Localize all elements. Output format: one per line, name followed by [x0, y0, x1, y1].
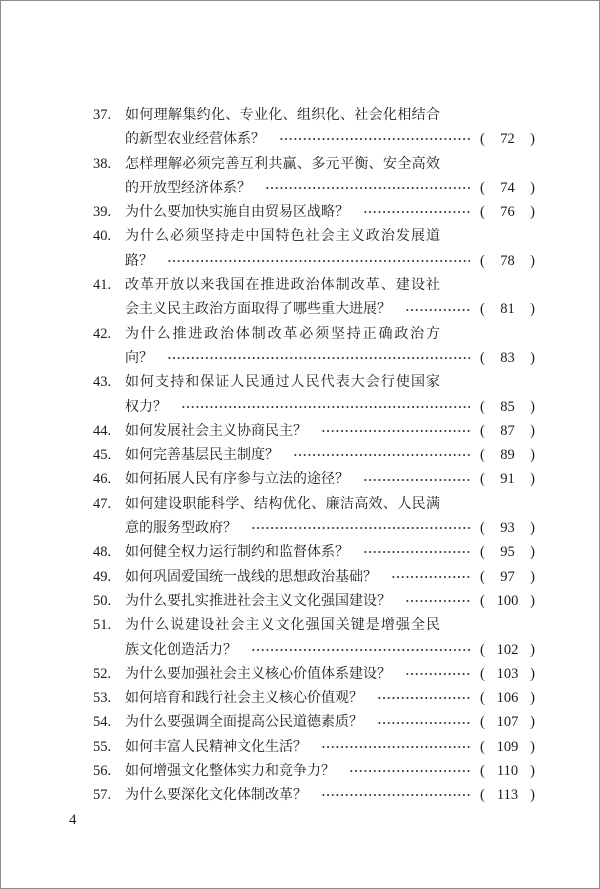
paren-open: (	[480, 252, 485, 269]
toc-entry	[93, 419, 535, 443]
entry-number: 47.	[93, 495, 112, 512]
entry-page-number	[480, 686, 535, 710]
entry-number: 45.	[93, 447, 112, 464]
entry-number: 38.	[93, 155, 112, 172]
page-value: 106	[496, 690, 519, 707]
entry-body	[125, 540, 535, 564]
toc-entry	[93, 152, 535, 201]
entry-page-number	[480, 516, 535, 540]
dot-leader	[321, 745, 470, 749]
page-value: 97	[500, 568, 515, 585]
entry-body	[125, 662, 535, 686]
paren-close: )	[530, 447, 535, 464]
entry-body	[125, 200, 535, 224]
entry-title-line: 的新型农业经营体系？	[125, 131, 265, 148]
entry-number: 50.	[93, 592, 112, 609]
paren-close: )	[530, 131, 535, 148]
entry-title-line: 为什么必须坚持走中国特色社会主义政治发展道	[125, 228, 440, 245]
page-value: 87	[500, 422, 515, 439]
entry-title-line: 为什么推进政治体制改革必须坚持正确政治方	[125, 325, 440, 342]
paren-open: (	[480, 422, 485, 439]
entry-title-line: 的开放型经济体系？	[125, 179, 251, 196]
paren-close: )	[530, 471, 535, 488]
entry-last-line	[125, 395, 535, 419]
entry-title-line: 向？	[125, 349, 153, 366]
page-value: 72	[500, 131, 515, 148]
paren-close: )	[530, 520, 535, 537]
entry-page-number	[480, 759, 535, 783]
page-value: 83	[500, 349, 515, 366]
entry-last-line	[125, 297, 535, 321]
page-value: 85	[500, 398, 515, 415]
dot-leader	[181, 405, 470, 409]
entry-last-line	[125, 686, 535, 710]
dot-leader	[265, 186, 470, 190]
entry-body	[125, 710, 535, 734]
entry-last-line	[125, 419, 535, 443]
paren-close: )	[530, 763, 535, 780]
entry-page-number	[480, 249, 535, 273]
entry-body	[125, 224, 535, 273]
entry-last-line	[125, 735, 535, 759]
entry-number: 53.	[93, 690, 112, 707]
page-value: 100	[496, 592, 519, 609]
entry-title-line: 为什么要强调全面提高公民道德素质？	[125, 714, 363, 731]
paren-close: )	[530, 544, 535, 561]
entry-last-line	[125, 200, 535, 224]
entry-number: 57.	[93, 787, 112, 804]
paren-close: )	[530, 738, 535, 755]
entry-title-line: 如何健全权力运行制约和监督体系？	[125, 544, 349, 561]
entry-body	[125, 103, 535, 152]
paren-open: (	[480, 520, 485, 537]
page-value: 89	[500, 447, 515, 464]
entry-body	[125, 322, 535, 371]
paren-open: (	[480, 592, 485, 609]
entry-title-line: 怎样理解必须完善互利共赢、多元平衡、安全高效	[125, 155, 440, 172]
paren-open: (	[480, 763, 485, 780]
entry-title-line: 如何丰富人民精神文化生活？	[125, 738, 307, 755]
page-value: 95	[500, 544, 515, 561]
entry-title-line: 族文化创造活力？	[125, 641, 237, 658]
entry-page-number	[480, 589, 535, 613]
paren-open: (	[480, 179, 485, 196]
entry-page-number	[480, 467, 535, 491]
dot-leader	[377, 696, 470, 700]
toc-entry	[93, 200, 535, 224]
entry-page-number	[480, 297, 535, 321]
toc-entry	[93, 686, 535, 710]
paren-open: (	[480, 301, 485, 318]
entry-body	[125, 783, 535, 807]
entry-number: 54.	[93, 714, 112, 731]
dot-leader	[279, 137, 470, 141]
paren-open: (	[480, 665, 485, 682]
entry-title-line: 如何增强文化整体实力和竞争力？	[125, 763, 335, 780]
entry-title-line: 改革开放以来我国在推进政治体制改革、建设社	[125, 277, 440, 294]
entry-page-number	[480, 176, 535, 200]
page-value: 93	[500, 520, 515, 537]
toc-entry	[93, 103, 535, 152]
dot-leader	[251, 648, 470, 652]
page-value: 74	[500, 179, 515, 196]
paren-close: )	[530, 301, 535, 318]
page-value: 78	[500, 252, 515, 269]
dot-leader	[251, 526, 470, 530]
entry-number: 42.	[93, 325, 112, 342]
entry-number: 46.	[93, 471, 112, 488]
entry-last-line	[125, 443, 535, 467]
entry-body	[125, 492, 535, 541]
paren-open: (	[480, 131, 485, 148]
dot-leader	[167, 356, 470, 360]
entry-last-line	[125, 783, 535, 807]
page-value: 76	[500, 204, 515, 221]
dot-leader	[363, 478, 470, 482]
entry-number: 39.	[93, 204, 112, 221]
paren-open: (	[480, 204, 485, 221]
entry-page-number	[480, 200, 535, 224]
entry-page-number	[480, 540, 535, 564]
entry-last-line	[125, 565, 535, 589]
entry-title-line: 权力？	[125, 398, 167, 415]
paren-close: )	[530, 349, 535, 366]
page-value: 109	[496, 738, 519, 755]
entry-title-line: 如何发展社会主义协商民主？	[125, 422, 307, 439]
paren-open: (	[480, 544, 485, 561]
paren-close: )	[530, 568, 535, 585]
toc-entry	[93, 224, 535, 273]
paren-open: (	[480, 714, 485, 731]
entry-number: 52.	[93, 665, 112, 682]
entry-body	[125, 735, 535, 759]
entry-number: 40.	[93, 228, 112, 245]
entry-last-line	[125, 710, 535, 734]
dot-leader	[377, 721, 470, 725]
entry-title-line: 如何完善基层民主制度？	[125, 447, 279, 464]
entry-last-line	[125, 638, 535, 662]
entry-page-number	[480, 710, 535, 734]
dot-leader	[405, 672, 470, 676]
entry-body	[125, 370, 535, 419]
entry-title-line: 为什么说建设社会主义文化强国关键是增强全民	[125, 617, 440, 634]
entry-last-line	[125, 589, 535, 613]
entry-title-line: 为什么要扎实推进社会主义文化强国建设？	[125, 592, 391, 609]
entry-page-number	[480, 127, 535, 151]
paren-open: (	[480, 787, 485, 804]
paren-close: )	[530, 592, 535, 609]
entry-number: 48.	[93, 544, 112, 561]
toc-entry	[93, 735, 535, 759]
entry-title-line: 路？	[125, 252, 153, 269]
entry-body	[125, 419, 535, 443]
paren-open: (	[480, 641, 485, 658]
dot-leader	[321, 793, 470, 797]
entry-page-number	[480, 443, 535, 467]
entry-last-line	[125, 127, 535, 151]
entry-body	[125, 565, 535, 589]
paren-close: )	[530, 398, 535, 415]
entry-page-number	[480, 395, 535, 419]
entry-title-line: 意的服务型政府？	[125, 520, 237, 537]
page-value: 110	[496, 763, 519, 780]
entry-title-line: 如何培育和践行社会主义核心价值观？	[125, 690, 363, 707]
entry-body	[125, 467, 535, 491]
toc-entry	[93, 662, 535, 686]
toc-entry	[93, 467, 535, 491]
toc-entry	[93, 443, 535, 467]
entry-title-line: 如何巩固爱国统一战线的思想政治基础？	[125, 568, 377, 585]
toc-entry	[93, 492, 535, 541]
entry-number: 41.	[93, 277, 112, 294]
entry-body	[125, 613, 535, 662]
paren-open: (	[480, 690, 485, 707]
dot-leader	[405, 308, 470, 312]
entry-body	[125, 152, 535, 201]
toc-entry	[93, 710, 535, 734]
entry-number: 51.	[93, 617, 112, 634]
toc-entry	[93, 759, 535, 783]
entry-last-line	[125, 346, 535, 370]
toc-entry	[93, 613, 535, 662]
paren-close: )	[530, 665, 535, 682]
page-value: 91	[500, 471, 515, 488]
entry-page-number	[480, 419, 535, 443]
entry-page-number	[480, 346, 535, 370]
entry-page-number	[480, 735, 535, 759]
entry-body	[125, 759, 535, 783]
toc-entry	[93, 273, 535, 322]
toc-entry	[93, 783, 535, 807]
paren-open: (	[480, 398, 485, 415]
dot-leader	[405, 599, 470, 603]
entry-title-line: 如何拓展人民有序参与立法的途径？	[125, 471, 349, 488]
paren-close: )	[530, 714, 535, 731]
paren-close: )	[530, 641, 535, 658]
entry-number: 56.	[93, 763, 112, 780]
entry-page-number	[480, 638, 535, 662]
paren-open: (	[480, 738, 485, 755]
entry-body	[125, 443, 535, 467]
dot-leader	[363, 550, 470, 554]
entry-last-line	[125, 516, 535, 540]
dot-leader	[363, 210, 470, 214]
entry-number: 49.	[93, 568, 112, 585]
paren-open: (	[480, 349, 485, 366]
entry-body	[125, 686, 535, 710]
paren-close: )	[530, 422, 535, 439]
paren-open: (	[480, 568, 485, 585]
entry-body	[125, 589, 535, 613]
page-value: 103	[496, 665, 519, 682]
entry-last-line	[125, 249, 535, 273]
entry-number: 44.	[93, 422, 112, 439]
toc-entry	[93, 565, 535, 589]
toc-entry	[93, 589, 535, 613]
dot-leader	[293, 453, 470, 457]
entry-title-line: 为什么要加强社会主义核心价值体系建设？	[125, 665, 391, 682]
page-value: 81	[500, 301, 515, 318]
dot-leader	[321, 429, 470, 433]
entry-title-line: 如何理解集约化、专业化、组织化、社会化相结合	[125, 107, 440, 123]
dot-leader	[167, 259, 470, 263]
entry-number: 43.	[93, 374, 112, 391]
entry-page-number	[480, 662, 535, 686]
page-value: 102	[496, 641, 519, 658]
dot-leader	[349, 769, 470, 773]
page-value: 113	[496, 787, 519, 804]
entry-title-line: 如何支持和保证人民通过人民代表大会行使国家	[125, 374, 440, 391]
entry-page-number	[480, 783, 535, 807]
toc-entry	[93, 322, 535, 371]
dot-leader	[391, 575, 470, 579]
entry-title-line: 为什么要深化文化体制改革？	[125, 787, 307, 804]
entry-number: 37.	[93, 107, 112, 123]
entry-title-line: 为什么要加快实施自由贸易区战略？	[125, 204, 349, 221]
page-folio-number: 4	[69, 812, 77, 828]
entry-last-line	[125, 467, 535, 491]
entry-last-line	[125, 662, 535, 686]
table-of-contents	[93, 103, 535, 808]
paren-close: )	[530, 690, 535, 707]
entry-title-line: 会主义民主政治方面取得了哪些重大进展？	[125, 301, 391, 318]
paren-close: )	[530, 204, 535, 221]
entry-last-line	[125, 540, 535, 564]
entry-title-line: 如何建设职能科学、结构优化、廉洁高效、人民满	[125, 495, 440, 512]
entry-number: 55.	[93, 738, 112, 755]
paren-open: (	[480, 471, 485, 488]
paren-close: )	[530, 787, 535, 804]
toc-entry	[93, 540, 535, 564]
entry-body	[125, 273, 535, 322]
entry-page-number	[480, 565, 535, 589]
paren-open: (	[480, 447, 485, 464]
entry-last-line	[125, 759, 535, 783]
paren-close: )	[530, 179, 535, 196]
toc-entry	[93, 370, 535, 419]
page-value: 107	[496, 714, 519, 731]
paren-close: )	[530, 252, 535, 269]
entry-last-line	[125, 176, 535, 200]
